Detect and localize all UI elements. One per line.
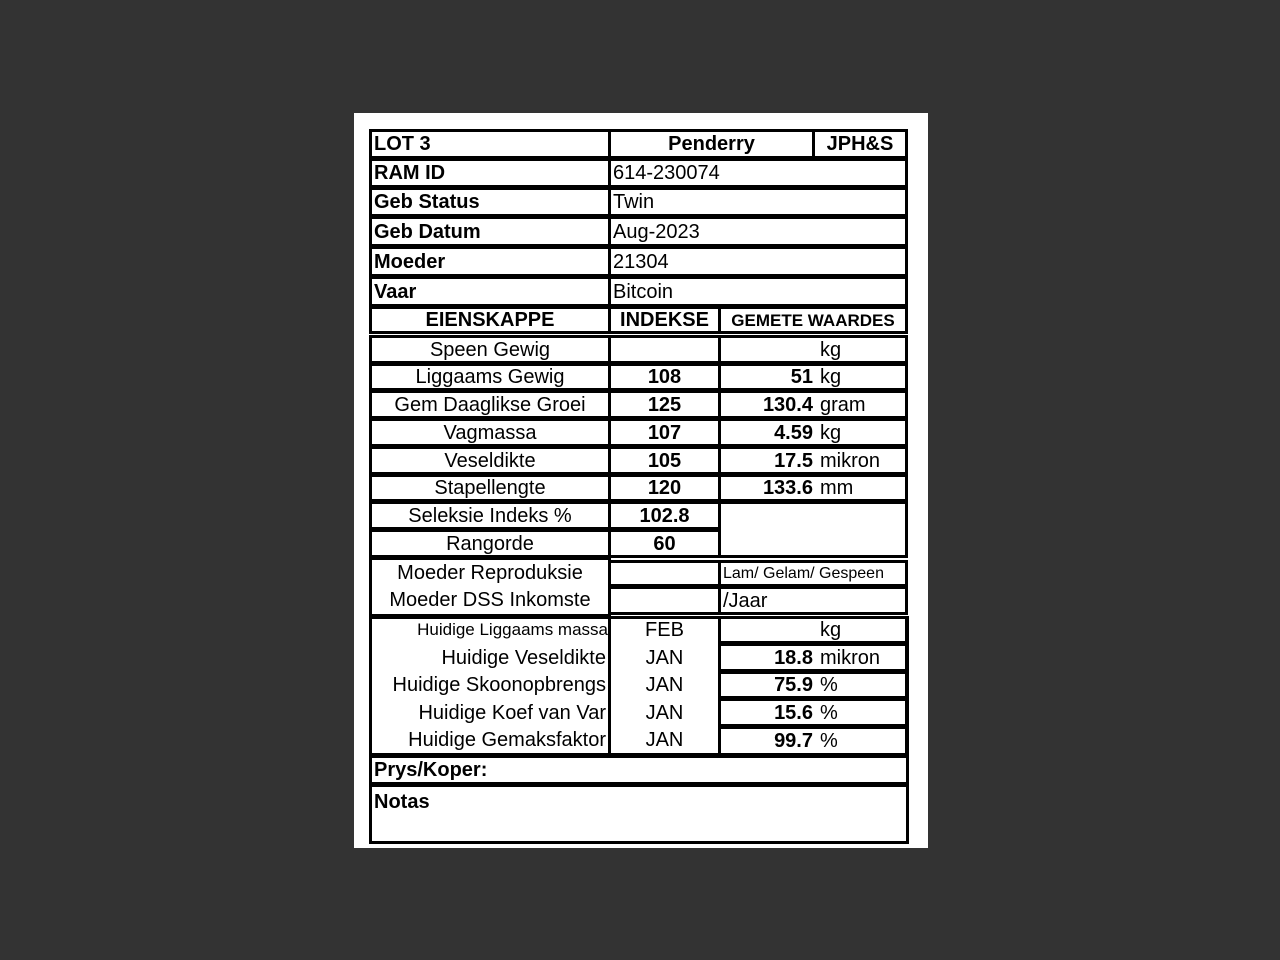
trait-name: Liggaams Gewig [369, 363, 611, 391]
trait-index: 120 [608, 474, 721, 502]
current-month: FEB [645, 619, 684, 641]
current-measured [718, 643, 908, 672]
sire-label: Vaar [369, 276, 611, 307]
mother-repro-label: Moeder Reproduksie [397, 562, 583, 584]
ram-id-value: 614-230074 [608, 158, 908, 188]
trait-index: 108 [608, 363, 721, 391]
trait-measured [718, 474, 908, 502]
trait-value: 133.6 [762, 477, 813, 499]
trait-index: 107 [608, 418, 721, 447]
current-value: 18.8 [774, 646, 813, 669]
lot-card [354, 113, 928, 848]
current-month: JAN [645, 647, 684, 669]
current-unit: kg [820, 619, 842, 641]
current-measured [718, 698, 908, 727]
trait-value: 130.4 [762, 393, 813, 416]
stud-name: Penderry [608, 129, 815, 159]
trait-name: Stapellengte [369, 474, 611, 502]
current-measured [718, 726, 908, 756]
trait-unit: mm [820, 477, 854, 499]
current-month: JAN [645, 702, 684, 724]
trait-index: 105 [608, 446, 721, 475]
birth-date-value: Aug-2023 [608, 216, 908, 247]
current-name: Huidige Liggaams massa [417, 620, 608, 639]
trait-index: 125 [608, 390, 721, 419]
sire-value: Bitcoin [608, 276, 908, 307]
birth-status-label: Geb Status [369, 187, 611, 217]
mother-repro-unit: Lam/ Gelam/ Gespeen [718, 560, 908, 587]
index-header: INDEKSE [608, 306, 721, 334]
price-buyer-field: Prys/Koper: [369, 755, 909, 785]
current-value: 15.6 [774, 701, 813, 724]
trait-measured [718, 363, 908, 391]
ranking-value: 60 [608, 529, 721, 558]
current-unit: % [820, 701, 838, 724]
ranking-label: Rangorde [369, 529, 611, 558]
current-name: Huidige Skoonopbrengs [392, 674, 606, 696]
current-month: JAN [645, 674, 684, 696]
current-value: 99.7 [774, 730, 813, 752]
current-value: 75.9 [774, 674, 813, 696]
selection-blank-cell [718, 501, 908, 558]
trait-value: 4.59 [774, 421, 813, 444]
mother-dss-index [608, 586, 721, 615]
current-unit: mikron [820, 646, 881, 669]
traits-header: EIENSKAPPE [369, 306, 611, 334]
current-month: JAN [645, 729, 684, 751]
trait-value: 17.5 [774, 449, 813, 472]
current-name: Huidige Gemaksfaktor [408, 729, 606, 751]
current-unit: % [820, 674, 838, 696]
notes-label: Notas [374, 791, 430, 813]
trait-value: 51 [790, 366, 813, 388]
current-measured [718, 671, 908, 699]
current-name: Huidige Koef van Var [418, 702, 606, 724]
mother-value: 21304 [608, 246, 908, 277]
trait-name: Speen Gewig [369, 335, 611, 364]
trait-measured [718, 418, 908, 447]
current-name: Huidige Veseldikte [441, 647, 606, 669]
trait-unit: kg [820, 421, 842, 444]
selection-index-label: Seleksie Indeks % [369, 501, 611, 530]
mother-label: Moeder [369, 246, 611, 277]
trait-unit: kg [820, 366, 842, 388]
lot-number: LOT 3 [369, 129, 611, 159]
current-unit: % [820, 730, 838, 752]
ram-id-label: RAM ID [369, 158, 611, 188]
measured-header: GEMETE WAARDES [718, 306, 908, 334]
trait-name: Gem Daaglikse Groei [369, 390, 611, 419]
birth-status-value: Twin [608, 187, 908, 217]
trait-unit: kg [820, 338, 842, 361]
trait-unit: gram [820, 393, 866, 416]
mother-repro-index [608, 560, 721, 587]
mother-dss-label: Moeder DSS Inkomste [389, 589, 591, 611]
notes-field [369, 784, 909, 844]
selection-index-value: 102.8 [608, 501, 721, 530]
trait-name: Veseldikte [369, 446, 611, 475]
trait-index [608, 335, 721, 364]
trait-measured [718, 446, 908, 475]
trait-unit: mikron [820, 449, 881, 472]
trait-measured [718, 335, 908, 364]
breeder-code: JPH&S [812, 129, 908, 159]
current-measured [718, 616, 908, 644]
trait-measured [718, 390, 908, 419]
birth-date-label: Geb Datum [369, 216, 611, 247]
mother-dss-unit: /Jaar [718, 586, 908, 615]
trait-name: Vagmassa [369, 418, 611, 447]
